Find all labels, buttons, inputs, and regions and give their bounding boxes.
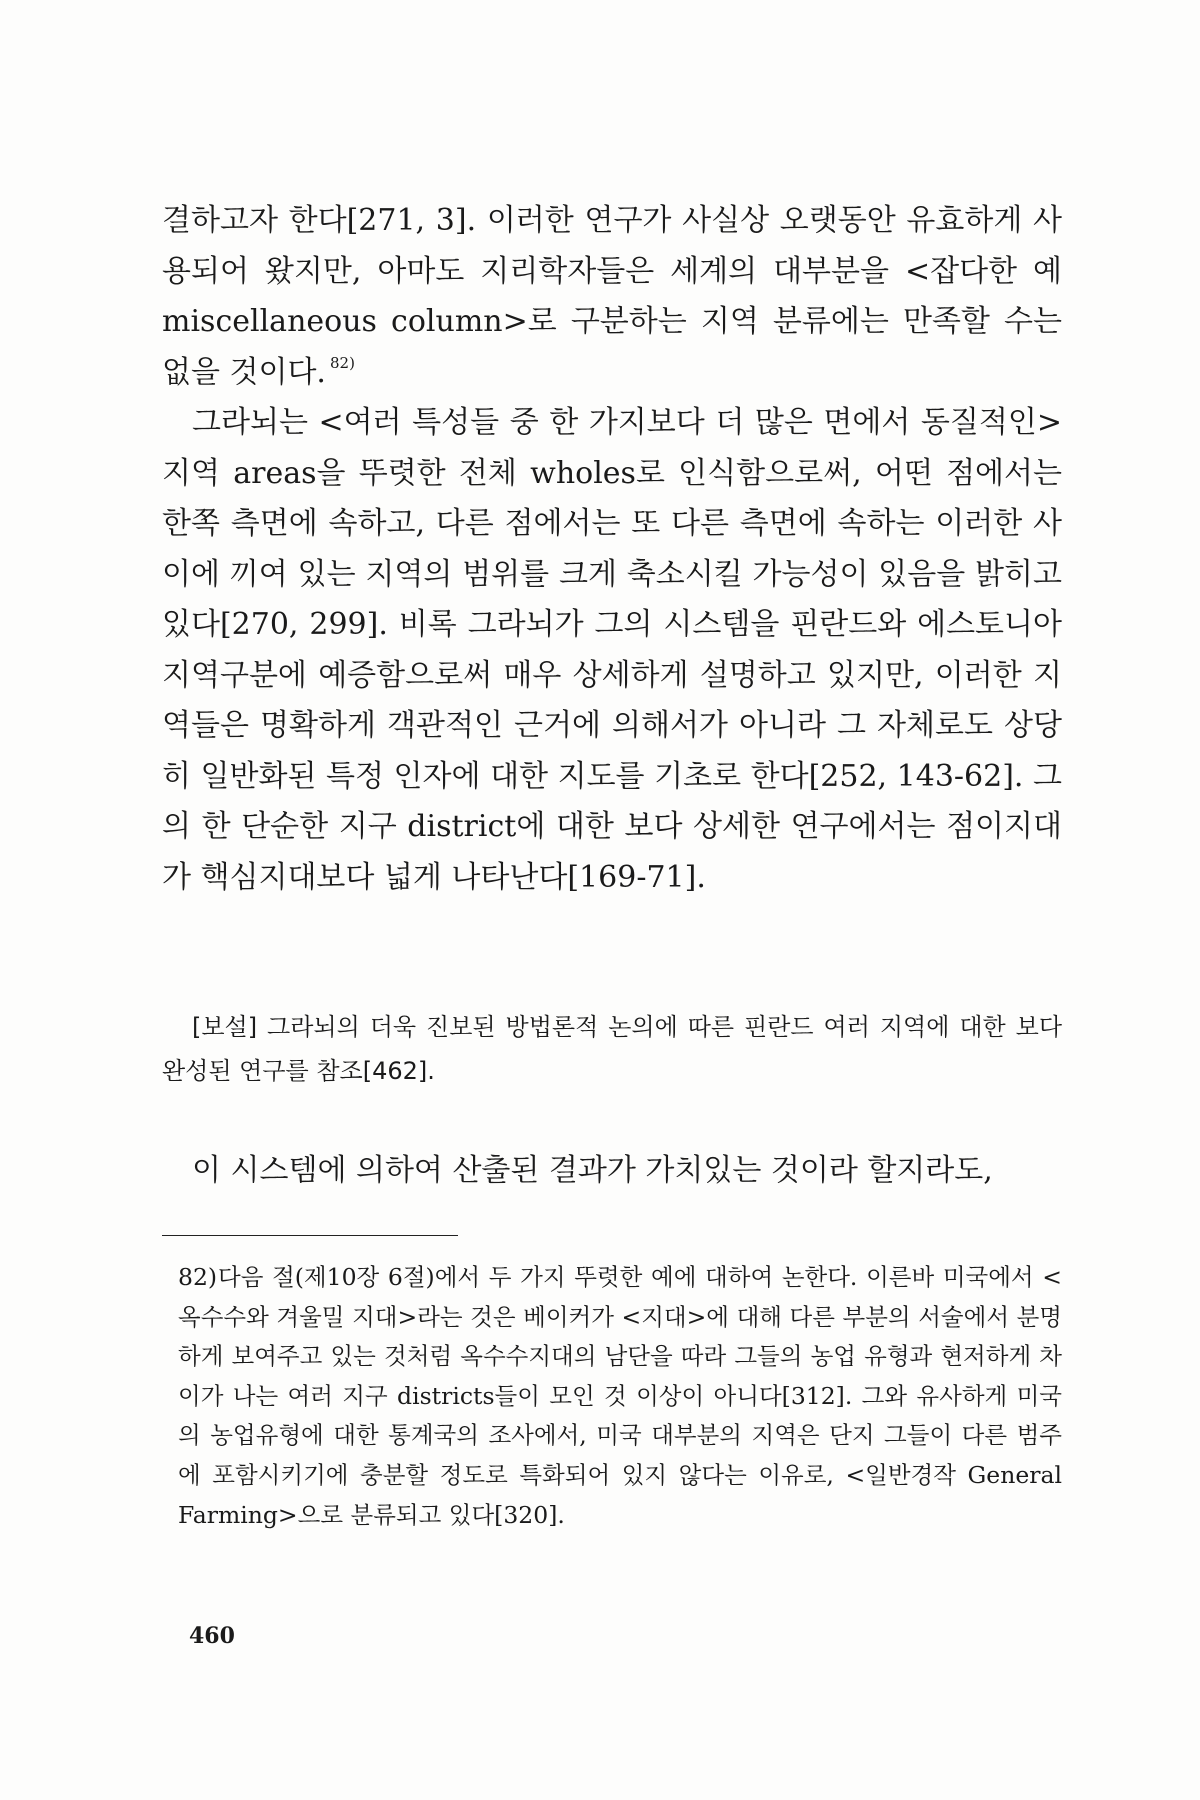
paragraph-1-text: 결하고자 한다[271, 3]. 이러한 연구가 사실상 오랫동안 유효하게 사용되어 왔지만, 아마도 지리학자들은 세계의 대부분을 <잡다한 예 miscellaneous column>로 구분하는 지역 분류에는 만족할 수는 없을 것이다. [162,203,1062,390]
paragraph-2: 그라뇌는 <여러 특성들 중 한 가지보다 더 많은 면에서 동질적인> 지역 areas을 뚜렷한 전체 wholes로 인식함으로써, 어떤 점에서는 한쪽 측면에 속하고, 다른 점에서는 또 다른 측면에 속하는 이러한 사이에 끼여 있는 지역의 범위를 크게 축소시킬 가능성이 있음을 밝히고 있다[270, 299]. 비록 그라뇌가 그의 시스템을 핀란드와 에스토니아 지역구분에 예증함으로써 매우 상세하게 설명하고 있지만, 이러한 지역들은 명확하게 객관적인 근거에 의해서가 아니라 그 자체로도 상당히 일반화된 특정 인자에 대한 지도를 기초로 한다[252, 143-62]. 그의 한 단순한 지구 district에 대한 보다 상세한 연구에서는 점이지대가 핵심지대보다 넓게 나타난다[169-71]. [162,405,1062,895]
footnote [178,1258,1062,1535]
footnote-text: 다음 절(제10장 6절)에서 두 가지 뚜렷한 예에 대하여 논한다. 이른바 미국에서 <옥수수와 겨울밀 지대>라는 것은 베이커가 <지대>에 대해 다른 부분의 서술에서 분명하게 보여주고 있는 것처럼 옥수수지대의 남단을 따라 그들의 농업 유형과 현저하게 차이가 나는 여러 지구 districts들이 모인 것 이상이 아니다[312]. 그와 유사하게 미국의 농업유형에 대한 통계국의 조사에서, 미국 대부분의 지역은 단지 그들이 다른 범주에 포함시키기에 충분할 정도로 특화되어 있지 않다는 이유로, <일반경작 General Farming>으로 분류되고 있다[320]. [178,1263,1062,1529]
footnote-reference: 82) [329,353,355,372]
footnote-divider [162,1235,458,1236]
paragraph-1 [162,196,1062,398]
footnote-number: 82) [178,1263,218,1291]
page-number: 460 [189,1623,235,1649]
body-text [162,196,1062,903]
supplement-note: [보설] 그라뇌의 더욱 진보된 방법론적 논의에 따른 핀란드 여러 지역에 대한 보다 완성된 연구를 참조[462]. [162,1013,1062,1085]
continuation-text: 이 시스템에 의하여 산출된 결과가 가치있는 것이라 할지라도, [192,1153,993,1188]
